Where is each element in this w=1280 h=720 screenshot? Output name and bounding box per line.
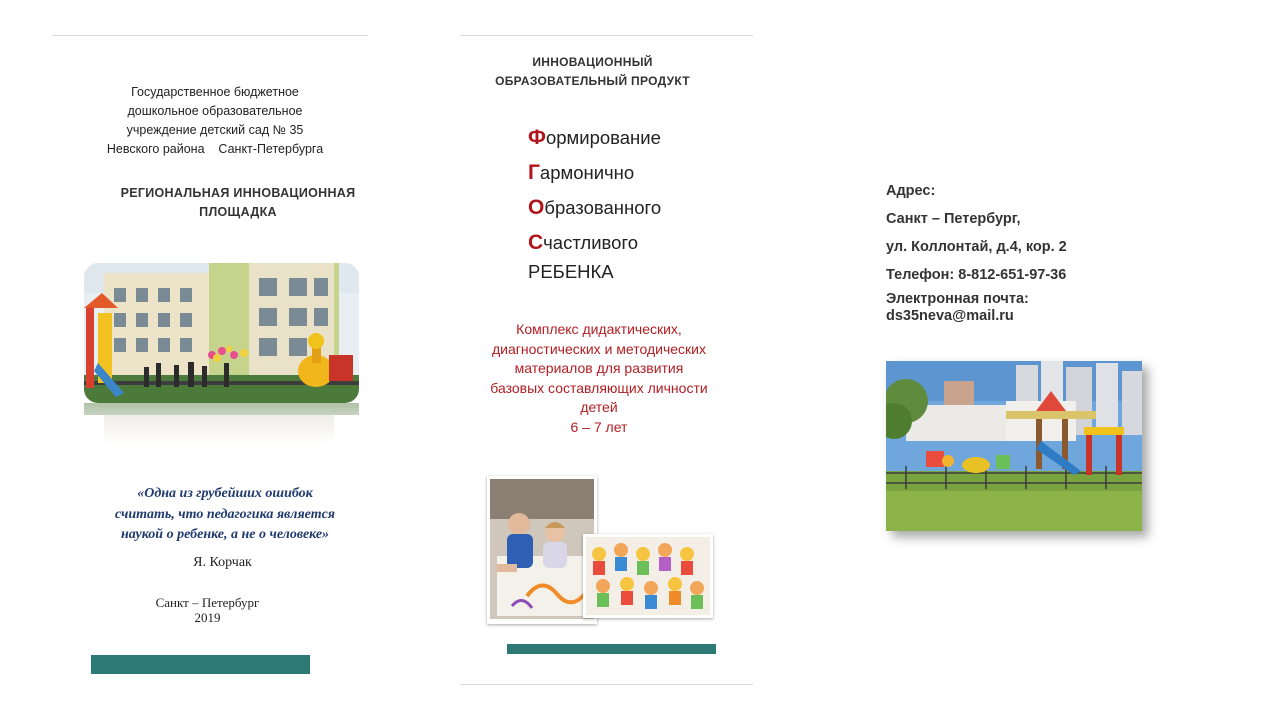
city-year: Санкт – Петербург 2019	[155, 595, 260, 625]
children-drawing-photo	[487, 476, 597, 624]
address-city: Санкт – Петербург,	[886, 211, 1021, 227]
middle-bottom-rule	[460, 684, 753, 685]
acronym-line: Гармонично	[528, 161, 635, 184]
left-accent-bar	[91, 655, 310, 674]
acronym-line: Образованного	[528, 196, 662, 219]
institution-line: Государственное бюджетное	[131, 85, 299, 99]
acronym-letter: О	[528, 196, 545, 219]
address-label: Адрес:	[886, 183, 936, 199]
regional-platform-title: РЕГИОНАЛЬНАЯ ИННОВАЦИОННАЯ ПЛОЩАДКА	[120, 186, 356, 219]
playground-photo	[886, 361, 1142, 531]
korczak-quote: «Одна из грубейших ошибок считать, что педагогика является наукой о ребенке, а не о человеке»	[114, 486, 336, 542]
children-artwork-photo	[583, 534, 713, 618]
institution-name	[60, 83, 370, 159]
address-street: ул. Коллонтай, д.4, кор. 2	[886, 239, 1067, 255]
acronym-last-line: РЕБЕНКА	[528, 261, 614, 282]
email: ds35neva@mail.ru	[886, 308, 1014, 324]
middle-top-rule	[460, 35, 753, 36]
phone: Телефон: 8-812-651-97-36	[886, 267, 1067, 283]
acronym-letter: Г	[528, 161, 540, 184]
acronym-line: Формирование	[528, 126, 661, 149]
institution-line: дошкольное образовательное	[127, 104, 303, 118]
kindergarten-photo-reflection	[84, 403, 359, 445]
acronym-letter: С	[528, 231, 544, 254]
fgos-acronym	[528, 120, 748, 284]
institution-line: Невского района Санкт-Петербурга	[106, 142, 324, 156]
quote-author: Я. Корчак	[193, 555, 252, 570]
email-label: Электронная почта:	[886, 291, 1029, 307]
institution-line: учреждение детский сад № 35	[126, 123, 304, 137]
acronym-letter: Ф	[528, 126, 546, 149]
kindergarten-building-photo	[84, 263, 359, 403]
left-top-rule	[52, 35, 368, 36]
product-header: ИННОВАЦИОННЫЙ ОБРАЗОВАТЕЛЬНЫЙ ПРОДУКТ	[495, 55, 690, 88]
acronym-line: Счастливого	[528, 231, 639, 254]
contact-block	[886, 182, 1146, 325]
product-description: Комплекс дидактических, диагностических и методических материалов для развития базовых составляющих личности детей 6 – 7 лет	[490, 321, 708, 435]
middle-accent-bar	[507, 644, 716, 654]
